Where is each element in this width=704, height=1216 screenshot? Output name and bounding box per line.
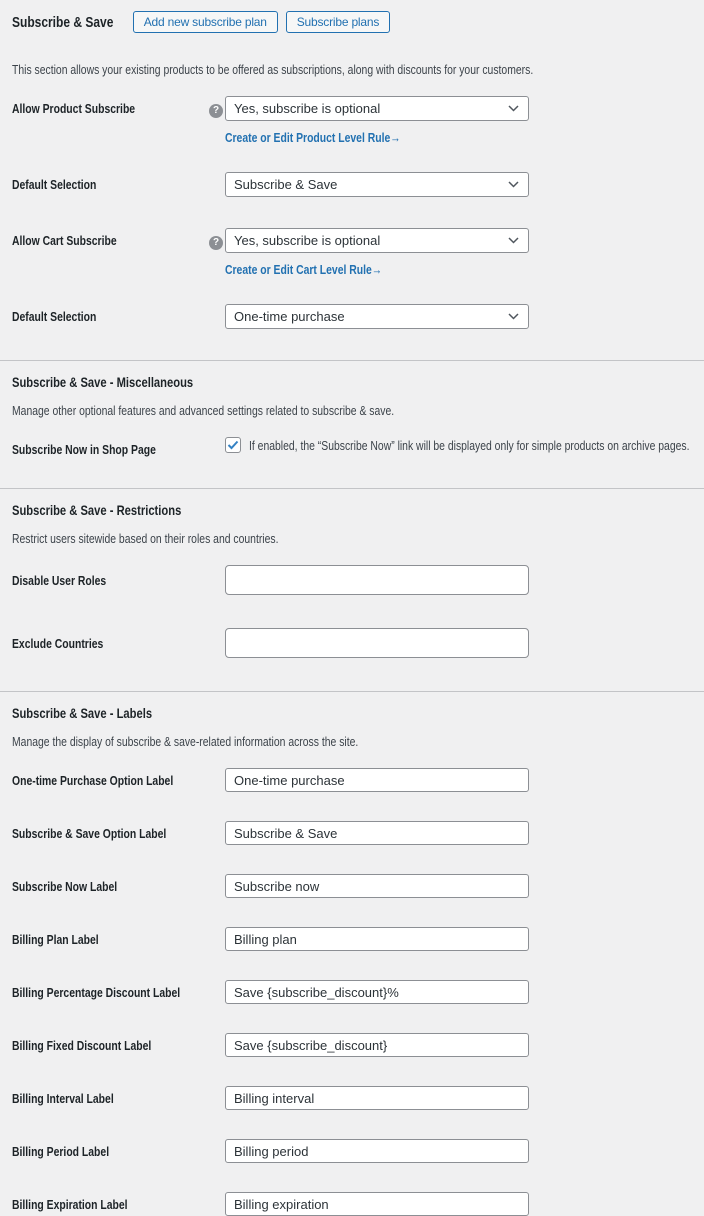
billing-expiration-input[interactable] [225, 1192, 529, 1216]
miscellaneous-heading: Subscribe & Save - Miscellaneous [12, 374, 194, 390]
cart-default-selection-select[interactable] [225, 304, 529, 329]
subscribe-now-shop-page-checkbox[interactable] [225, 437, 241, 453]
allow-product-subscribe-label: Allow Product Subscribe [12, 101, 136, 116]
product-default-selection-row [12, 172, 694, 197]
subscribe-save-option-label: Subscribe & Save Option Label [12, 826, 167, 841]
product-level-rule-link[interactable]: Create or Edit Product Level Rule→ [225, 130, 401, 145]
labels-section [0, 691, 704, 1216]
billing-plan-label: Billing Plan Label [12, 932, 99, 947]
page-title: Subscribe & Save [12, 13, 114, 31]
billing-period-input[interactable] [225, 1139, 529, 1163]
cart-level-rule-link[interactable]: Create or Edit Cart Level Rule→ [225, 262, 383, 277]
checkbox-check-icon [227, 440, 239, 450]
general-settings [0, 96, 704, 329]
product-default-selection-select[interactable] [225, 172, 529, 197]
billing-expiration-label-row [12, 1192, 694, 1216]
billing-period-label-row [12, 1139, 694, 1163]
one-time-purchase-option-label: One-time Purchase Option Label [12, 773, 174, 788]
subscribe-now-label-row [12, 874, 694, 898]
subscribe-save-option-input[interactable] [225, 821, 529, 845]
billing-percentage-discount-input[interactable] [225, 980, 529, 1004]
billing-fixed-discount-input[interactable] [225, 1033, 529, 1057]
billing-plan-label-row [12, 927, 694, 951]
allow-product-subscribe-row [12, 96, 694, 146]
disable-user-roles-label: Disable User Roles [12, 573, 107, 588]
default-selection-label: Default Selection [12, 309, 97, 324]
exclude-countries-row [12, 628, 694, 658]
billing-interval-input[interactable] [225, 1086, 529, 1110]
allow-cart-subscribe-row [12, 228, 694, 278]
one-time-purchase-option-input[interactable] [225, 768, 529, 792]
miscellaneous-section [0, 360, 704, 457]
help-icon[interactable]: ? [209, 236, 223, 250]
billing-percentage-discount-label-row [12, 980, 694, 1004]
billing-interval-label: Billing Interval Label [12, 1091, 114, 1106]
miscellaneous-description: Manage other optional features and advanced settings related to subscribe & save. [12, 403, 395, 418]
restrictions-description: Restrict users sitewide based on their roles and countries. [12, 531, 279, 546]
billing-plan-input[interactable] [225, 927, 529, 951]
billing-interval-label-row [12, 1086, 694, 1110]
disable-user-roles-row [12, 565, 694, 595]
exclude-countries-input[interactable] [225, 628, 529, 658]
labels-heading: Subscribe & Save - Labels [12, 705, 153, 721]
help-icon[interactable]: ? [209, 104, 223, 118]
allow-cart-subscribe-select[interactable] [225, 228, 529, 253]
allow-cart-subscribe-label: Allow Cart Subscribe [12, 233, 117, 248]
add-new-subscribe-plan-button[interactable]: Add new subscribe plan [133, 11, 278, 33]
page-header [0, 10, 704, 34]
billing-period-label: Billing Period Label [12, 1144, 110, 1159]
subscribe-now-shop-page-help-text: If enabled, the “Subscribe Now” link will be displayed only for simple products on archive pages. [249, 438, 690, 453]
subscribe-now-input[interactable] [225, 874, 529, 898]
restrictions-heading: Subscribe & Save - Restrictions [12, 502, 182, 518]
billing-fixed-discount-label-row [12, 1033, 694, 1057]
subscribe-plans-button[interactable]: Subscribe plans [286, 11, 390, 33]
billing-percentage-discount-label: Billing Percentage Discount Label [12, 985, 181, 1000]
default-selection-label: Default Selection [12, 177, 97, 192]
cart-default-selection-row [12, 304, 694, 329]
billing-fixed-discount-label: Billing Fixed Discount Label [12, 1038, 152, 1053]
billing-expiration-label: Billing Expiration Label [12, 1197, 128, 1212]
allow-product-subscribe-select[interactable] [225, 96, 529, 121]
subscribe-now-shop-page-label: Subscribe Now in Shop Page [12, 442, 156, 457]
subscribe-now-shop-page-row [12, 437, 694, 457]
section-intro: This section allows your existing products to be offered as subscriptions, along with discounts for your customers. [12, 62, 534, 77]
restrictions-section [0, 488, 704, 658]
subscribe-save-option-label-row [12, 821, 694, 845]
exclude-countries-label: Exclude Countries [12, 636, 104, 651]
subscribe-now-label: Subscribe Now Label [12, 879, 118, 894]
disable-user-roles-input[interactable] [225, 565, 529, 595]
one-time-purchase-option-label-row [12, 768, 694, 792]
labels-description: Manage the display of subscribe & save-related information across the site. [12, 734, 359, 749]
